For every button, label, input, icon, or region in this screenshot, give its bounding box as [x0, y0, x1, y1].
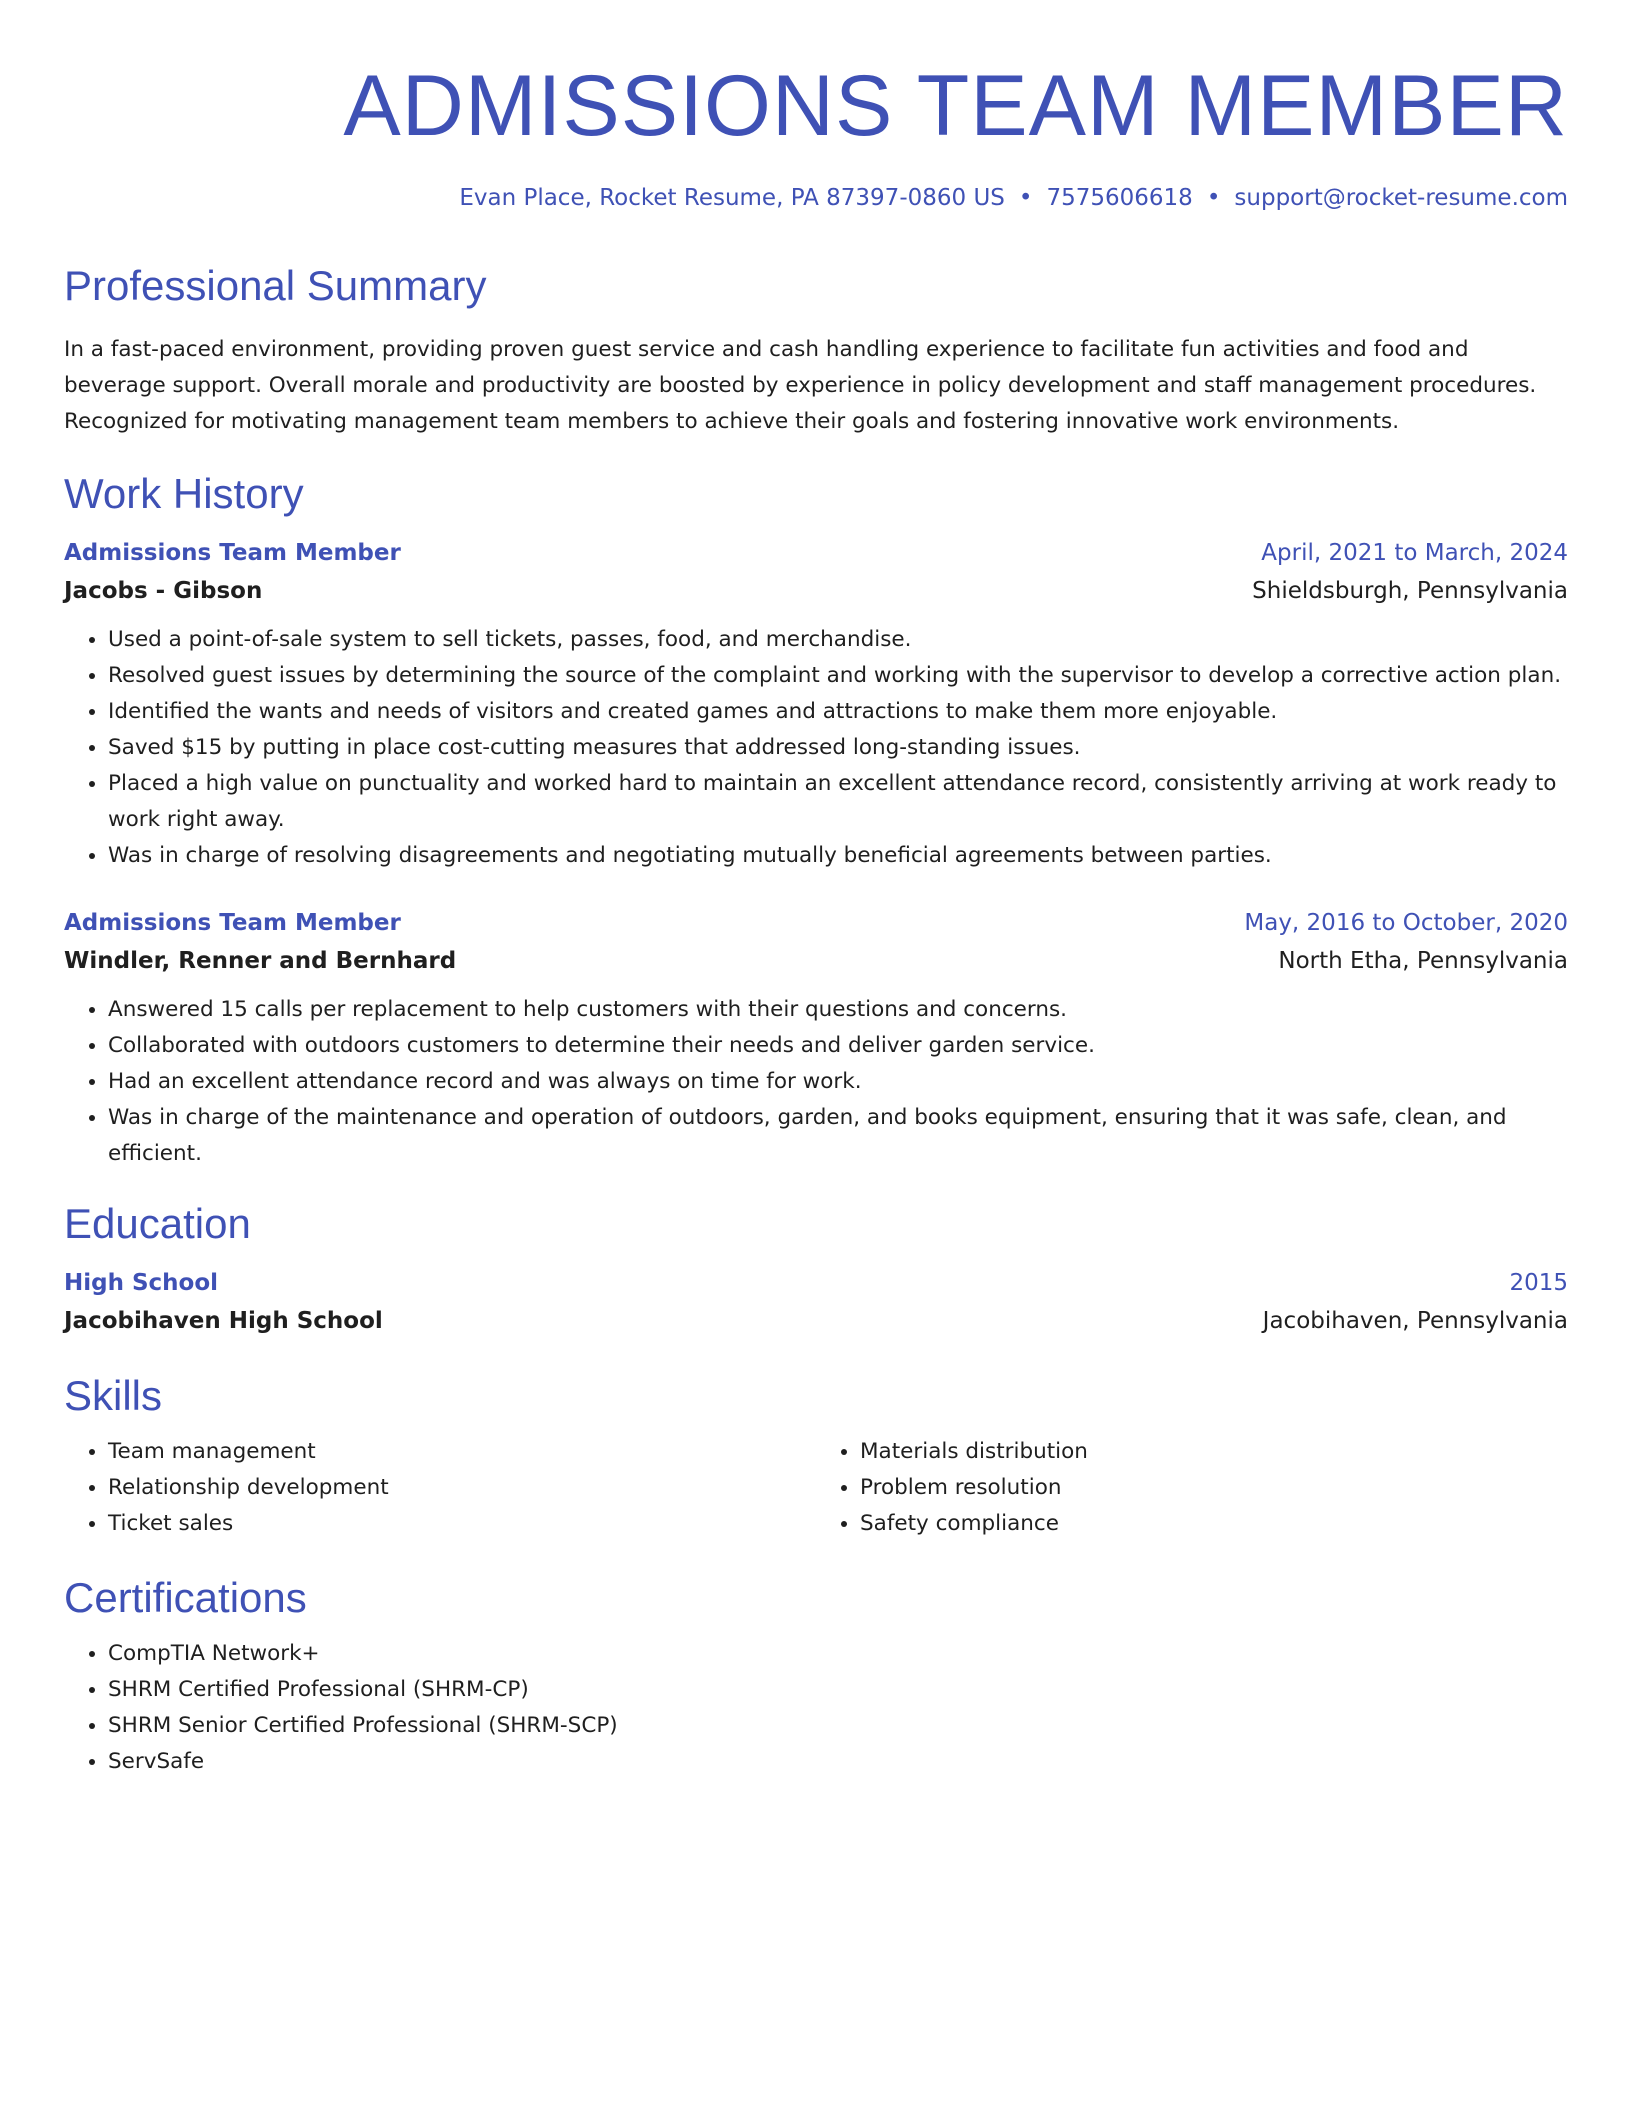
education-year: 2015: [1509, 1270, 1568, 1296]
job-location: North Etha, Pennsylvania: [1278, 948, 1568, 974]
section-title-summary: Professional Summary: [64, 262, 487, 309]
section-title-education: Education: [64, 1200, 251, 1247]
education-degree: High School: [64, 1270, 219, 1296]
job-bullet: • Had an excellent attendance record and was always on time for work.: [108, 1064, 1568, 1100]
job-role: Admissions Team Member: [64, 540, 401, 566]
contact-phone: 7575606618: [1046, 185, 1193, 211]
skills-column-right: [816, 1434, 1568, 1542]
contact-email[interactable]: support@rocket-resume.com: [1234, 185, 1568, 211]
contact-line: [64, 182, 1568, 214]
job-header-row: [64, 534, 1568, 572]
job-dates: April, 2021 to March, 2024: [1261, 540, 1568, 566]
job-header-row: [64, 904, 1568, 942]
job-company-row: [64, 572, 1568, 610]
skill-item: • Materials distribution: [860, 1434, 1568, 1470]
education-entry: [64, 1264, 1568, 1340]
skills-grid: [64, 1434, 1568, 1542]
education-location: Jacobihaven, Pennsylvania: [1262, 1308, 1568, 1334]
education-school-row: [64, 1302, 1568, 1340]
certification-item: • SHRM Certified Professional (SHRM-CP): [108, 1672, 1568, 1708]
job-company: Windler, Renner and Bernhard: [64, 948, 457, 974]
skill-item: • Team management: [108, 1434, 816, 1470]
job-bullet: • Resolved guest issues by determining the source of the complaint and working with the supervisor to develop a corrective action plan.: [108, 658, 1568, 694]
contact-separator: •: [1018, 185, 1033, 211]
job-entry: [64, 534, 1568, 874]
job-location: Shieldsburgh, Pennsylvania: [1252, 578, 1568, 604]
job-bullet: • Answered 15 calls per replacement to help customers with their questions and concerns.: [108, 992, 1568, 1028]
skill-item: • Ticket sales: [108, 1506, 816, 1542]
job-bullet: • Placed a high value on punctuality and worked hard to maintain an excellent attendance record, consistently arriving at work ready to work right away.: [108, 766, 1568, 838]
contact-address: Evan Place, Rocket Resume, PA 87397-0860 US: [459, 185, 1005, 211]
section-title-certifications: Certifications: [64, 1574, 307, 1621]
skill-item: • Problem resolution: [860, 1470, 1568, 1506]
certification-item: • CompTIA Network+: [108, 1636, 1568, 1672]
job-company: Jacobs - Gibson: [64, 578, 263, 604]
job-bullet: • Saved $15 by putting in place cost-cutting measures that addressed long-standing issues.: [108, 730, 1568, 766]
contact-separator: •: [1206, 185, 1221, 211]
education-school: Jacobihaven High School: [64, 1308, 383, 1334]
skills-column-left: [64, 1434, 816, 1542]
job-dates: May, 2016 to October, 2020: [1244, 910, 1568, 936]
section-title-work-history: Work History: [64, 470, 304, 517]
skill-item: • Relationship development: [108, 1470, 816, 1506]
section-title-skills: Skills: [64, 1372, 163, 1419]
resume-name: ADMISSIONS TEAM MEMBER: [343, 58, 1568, 154]
job-bullet: • Collaborated with outdoors customers to determine their needs and deliver garden service.: [108, 1028, 1568, 1064]
certification-item: • ServSafe: [108, 1744, 1568, 1780]
job-company-row: [64, 942, 1568, 980]
job-bullet: • Was in charge of resolving disagreements and negotiating mutually beneficial agreements between parties.: [108, 838, 1568, 874]
job-role: Admissions Team Member: [64, 910, 401, 936]
job-bullets: [64, 992, 1568, 1172]
education-header-row: [64, 1264, 1568, 1302]
job-bullet: • Identified the wants and needs of visitors and created games and attractions to make them more enjoyable.: [108, 694, 1568, 730]
skill-item: • Safety compliance: [860, 1506, 1568, 1542]
certification-item: • SHRM Senior Certified Professional (SHRM-SCP): [108, 1708, 1568, 1744]
certifications-list: [64, 1636, 1568, 1780]
job-bullet: • Used a point-of-sale system to sell tickets, passes, food, and merchandise.: [108, 622, 1568, 658]
job-bullets: [64, 622, 1568, 874]
summary-text: In a fast-paced environment, providing proven guest service and cash handling experience to facilitate fun activities and food and beverage support. Overall morale and productivity are boosted by experience in policy development and staff management procedures. Recognized for motivating management team members to achieve their goals and fostering innovative work environments.: [64, 337, 1537, 434]
job-bullet: • Was in charge of the maintenance and operation of outdoors, garden, and books equipment, ensuring that it was safe, clean, and efficient.: [108, 1100, 1568, 1172]
job-entry: [64, 904, 1568, 1172]
